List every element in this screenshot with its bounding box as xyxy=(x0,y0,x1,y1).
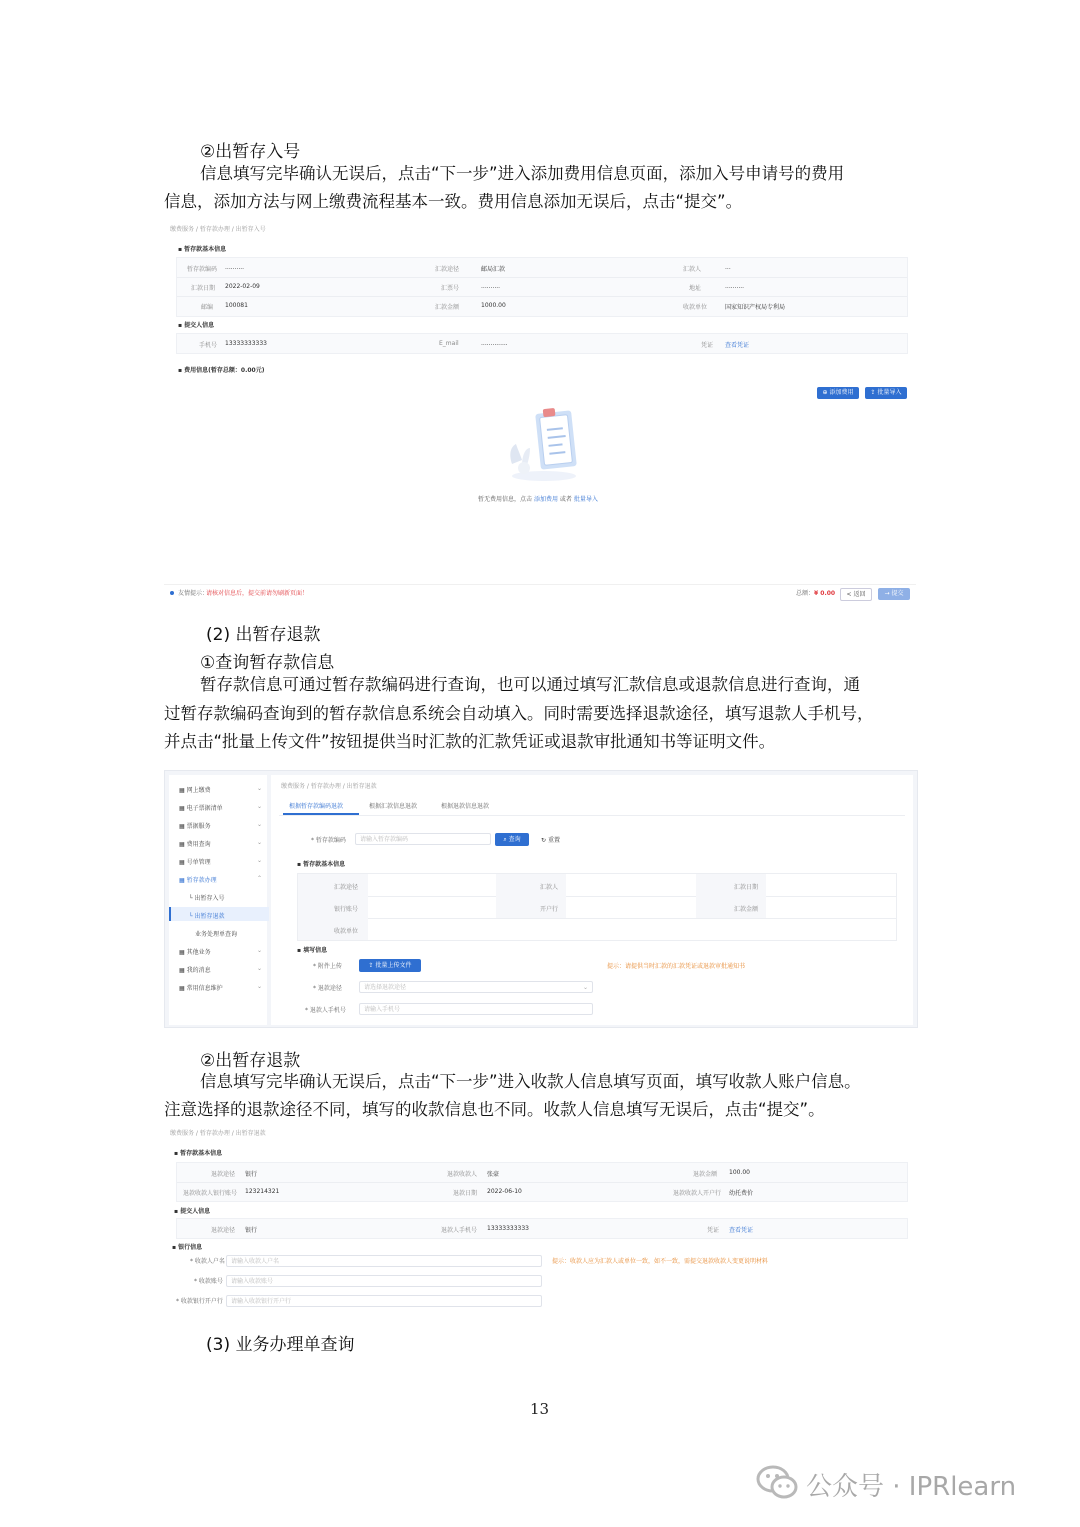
label: 地址 xyxy=(689,285,702,292)
col-label: 汇款途径 xyxy=(334,884,359,891)
clipboard-illustration-icon xyxy=(498,404,580,484)
sidebar-item-bill-service[interactable]: ▦ 票据服务 xyxy=(179,823,211,830)
sidebar-item-temp-deposit[interactable]: ▦ 暂存款办理 xyxy=(179,877,217,884)
section-title-fee: ▪ 费用信息(暂存总额：0.00元) xyxy=(178,367,265,374)
main-panel xyxy=(271,775,913,1025)
watermark-text: 公众号 · IPRlearn xyxy=(806,1472,1017,1502)
value: 国家知识产权局专利局 xyxy=(725,304,786,311)
value: 张豪 xyxy=(487,1171,500,1178)
payee-name-label: * 收款人户名 xyxy=(190,1258,225,1265)
code-label: * 暂存款编码 xyxy=(311,837,346,844)
col-label: 开户行 xyxy=(540,906,559,913)
paragraph-line: 暂存款信息可通过暂存款编码进行查询，也可以通过填写汇款信息或退款信息进行查询，通 xyxy=(200,675,860,694)
breadcrumb: 缴费服务 / 暂存款办理 / 出暂存入号 xyxy=(170,226,266,233)
value: 123214321 xyxy=(245,1188,280,1195)
label: 退款人手机号 xyxy=(441,1227,478,1234)
value: 100081 xyxy=(225,302,248,309)
value: 13333333333 xyxy=(225,340,267,347)
col-label: 汇款日期 xyxy=(734,884,759,891)
submit-button[interactable]: → 提交 xyxy=(878,588,910,600)
paragraph-line: 信息填写完毕确认无误后，点击“下一步”进入收款人信息填写页面，填写收款人账户信息。 xyxy=(200,1072,861,1091)
total-value: ¥ 0.00 xyxy=(814,590,836,597)
section-title-submitter: ▪ 提交人信息 xyxy=(174,1208,211,1215)
basic-info-grid xyxy=(176,257,908,317)
refund-route-select[interactable]: 请选择退款途径 ⌄ xyxy=(359,981,593,993)
value: 邮局汇款 xyxy=(481,266,506,273)
value: .............. xyxy=(481,340,508,347)
value: .......... xyxy=(481,283,501,290)
label: 凭证 xyxy=(701,342,714,349)
payee-hint: 提示：收款人应为汇款人或单位一致，如不一致，需提交退款收款人变更说明材料 xyxy=(552,1258,769,1265)
sidebar-item-other[interactable]: ▦ 其他业务 xyxy=(179,949,211,956)
tip-label: 友情提示： xyxy=(178,590,209,597)
refund-basic-grid xyxy=(176,1162,908,1202)
value: 幼托费价 xyxy=(729,1190,754,1197)
route-label: * 退款途径 xyxy=(313,985,342,992)
value: 银行 xyxy=(245,1227,258,1234)
section-title-basic: ▪ 暂存款基本信息 xyxy=(297,861,346,868)
label: 汇款金额 xyxy=(435,304,460,311)
value: 2022-02-09 xyxy=(225,283,260,290)
label: 收款单位 xyxy=(683,304,708,311)
section-title-submitter: ▪ 提交人信息 xyxy=(178,322,215,329)
sidebar-item-order-query[interactable]: 业务处理单查询 xyxy=(195,931,238,938)
section-heading-3: ②出暂存退款 xyxy=(200,1051,301,1071)
back-button[interactable]: < 返回 xyxy=(840,588,872,601)
batch-upload-button[interactable]: ⇪ 批量上传文件 xyxy=(359,959,421,972)
footer-bar xyxy=(164,584,916,603)
section-title-fill: ▪ 填写信息 xyxy=(297,947,328,954)
paragraph-line: 过暂存款编码查询到的暂存款信息系统会自动填入。同时需要选择退款途径，填写退款人手机号， xyxy=(164,704,874,723)
label: 退款日期 xyxy=(453,1190,478,1197)
payee-account-label: * 收款账号 xyxy=(194,1278,223,1285)
section-heading-2: (2) 出暂存退款 xyxy=(206,625,321,645)
section-heading-1: ②出暂存入号 xyxy=(200,142,301,162)
screenshot-temp-deposit-refund-payee xyxy=(164,1128,916,1308)
view-voucher-link[interactable]: 查看凭证 xyxy=(725,342,750,349)
value: .......... xyxy=(225,264,245,271)
empty-add-fee-link[interactable]: 添加费用 xyxy=(533,496,558,503)
wechat-logo-icon xyxy=(756,1462,800,1502)
col-label: 汇款人 xyxy=(540,884,559,891)
section-title-bank: ▪ 银行信息 xyxy=(172,1244,203,1251)
submitter-grid xyxy=(176,333,908,354)
value: ... xyxy=(725,264,731,271)
tab-by-remit[interactable]: 根据汇款信息退款 xyxy=(369,803,418,810)
label: 手机号 xyxy=(199,342,218,349)
payee-name-input[interactable]: 请输入收款人户名 xyxy=(226,1255,542,1267)
value: 100.00 xyxy=(729,1169,750,1176)
empty-state-text: 暂无费用信息，点击 添加费用 或者 批量导入 xyxy=(478,496,598,503)
sidebar: ▦ 网上缴费 ⌄ ▦ 电子票据清单 ⌄ ▦ 票据服务 ⌄ ▦ 费用查询 ⌄ ▦ 号单管理 ⌄ ▦ 暂存款办理 ⌃ └ 出暂存入号 └ 出暂存退款 业务处理单查询 ▦ 其他业务 ⌄ ▦ 我的消息 ⌄ ▦ 常用信息维护 ⌄ xyxy=(169,775,267,1025)
refund-submitter-grid xyxy=(176,1218,908,1239)
paragraph-line: 信息填写完毕确认无误后，点击“下一步”进入添加费用信息页面，添加入号申请号的费用 xyxy=(200,164,845,183)
batch-import-button[interactable]: ⇪ 批量导入 xyxy=(865,387,907,399)
refund-phone-input[interactable]: 请输入手机号 xyxy=(359,1003,593,1015)
label: 退款途径 xyxy=(211,1171,236,1178)
subsection-heading: ①查询暂存款信息 xyxy=(200,653,335,673)
label: 邮编 xyxy=(201,304,214,311)
col-label: 银行账号 xyxy=(334,906,359,913)
section-title-basic: ▪ 暂存款基本信息 xyxy=(178,246,227,253)
tip-text: 请核对信息后，提交前请勿刷新页面！ xyxy=(206,590,309,597)
add-fee-button[interactable]: ⊕ 添加费用 xyxy=(817,387,859,399)
sidebar-item-messages[interactable]: ▦ 我的消息 xyxy=(179,967,211,974)
tab-by-refund[interactable]: 根据退款信息退款 xyxy=(441,803,490,810)
paragraph-line: 并点击“批量上传文件”按钮提供当时汇款的汇款凭证或退款审批通知书等证明文件。 xyxy=(164,732,776,751)
sidebar-item-fee-query[interactable]: ▦ 费用查询 xyxy=(179,841,211,848)
screenshot-temp-deposit-entry xyxy=(164,222,916,607)
label: 汇款人 xyxy=(683,266,702,273)
page-number: 13 xyxy=(530,1400,550,1418)
total-label: 总额： xyxy=(796,590,815,597)
phone-label: * 退款人手机号 xyxy=(305,1007,346,1014)
upload-hint: 提示：请提供当时汇款的汇款凭证或退款审批通知书 xyxy=(607,963,746,970)
label: 汇票号 xyxy=(441,285,460,292)
attach-label: * 附件上传 xyxy=(313,963,342,970)
value: 银行 xyxy=(245,1171,258,1178)
sidebar-item-online-pay[interactable]: ▦ 网上缴费 xyxy=(179,787,211,794)
label: 退款收款人 xyxy=(447,1171,478,1178)
payee-account-input[interactable]: 请输入收款账号 xyxy=(226,1275,542,1287)
label: 退款收款人开户行 xyxy=(673,1190,722,1197)
view-voucher-link[interactable]: 查看凭证 xyxy=(729,1227,754,1234)
label: 退款收款人银行账号 xyxy=(183,1190,238,1197)
value: 2022-06-10 xyxy=(487,1188,522,1195)
reset-button[interactable]: ↻ 重置 xyxy=(541,837,560,844)
query-button[interactable]: ⌕ 查询 xyxy=(495,833,529,846)
paragraph-line: 注意选择的退款途径不同，填写的收款信息也不同。收款人信息填写无误后，点击“提交”。 xyxy=(164,1100,825,1119)
value: .......... xyxy=(725,283,745,290)
label: 退款金额 xyxy=(693,1171,718,1178)
section-heading-4: (3) 业务办理单查询 xyxy=(206,1335,355,1355)
payee-bank-label: * 收款银行开户行 xyxy=(176,1298,223,1305)
sidebar-item-temp-refund[interactable]: └ 出暂存退款 xyxy=(189,913,225,920)
label: 凭证 xyxy=(707,1227,720,1234)
tab-by-code[interactable]: 根据暂存款编码退款 xyxy=(289,803,344,810)
sidebar-item-number-manage[interactable]: ▦ 号单管理 xyxy=(179,859,211,866)
label: 汇款途径 xyxy=(435,266,460,273)
screenshot-temp-deposit-refund-query xyxy=(164,770,918,1028)
info-dot-icon xyxy=(170,591,174,595)
breadcrumb: 缴费服务 / 暂存款办理 / 出暂存退款 xyxy=(170,1130,266,1137)
deposit-code-input[interactable]: 请输入暂存款编码 xyxy=(355,833,491,845)
deposit-info-table xyxy=(297,873,897,941)
value: 13333333333 xyxy=(487,1225,529,1232)
value: 1000.00 xyxy=(481,302,506,309)
col-label: 汇款金额 xyxy=(734,906,759,913)
label: 退款途径 xyxy=(211,1227,236,1234)
payee-bank-input[interactable]: 请输入收款银行开户行 xyxy=(226,1295,542,1307)
sidebar-item-temp-entry[interactable]: └ 出暂存入号 xyxy=(189,895,225,902)
label: 汇款日期 xyxy=(191,285,216,292)
section-title-basic: ▪ 暂存款基本信息 xyxy=(174,1150,223,1157)
label: E_mail xyxy=(439,340,459,347)
sidebar-item-common-info[interactable]: ▦ 常用信息维护 xyxy=(179,985,223,992)
label: 暂存款编码 xyxy=(187,266,218,273)
breadcrumb: 缴费服务 / 暂存款办理 / 出暂存退款 xyxy=(281,783,377,790)
sidebar-item-e-bill[interactable]: ▦ 电子票据清单 xyxy=(179,805,223,812)
empty-batch-import-link[interactable]: 批量导入 xyxy=(573,496,598,503)
col-label: 收款单位 xyxy=(334,928,359,935)
paragraph-line: 信息，添加方法与网上缴费流程基本一致。费用信息添加无误后，点击“提交”。 xyxy=(164,192,743,211)
